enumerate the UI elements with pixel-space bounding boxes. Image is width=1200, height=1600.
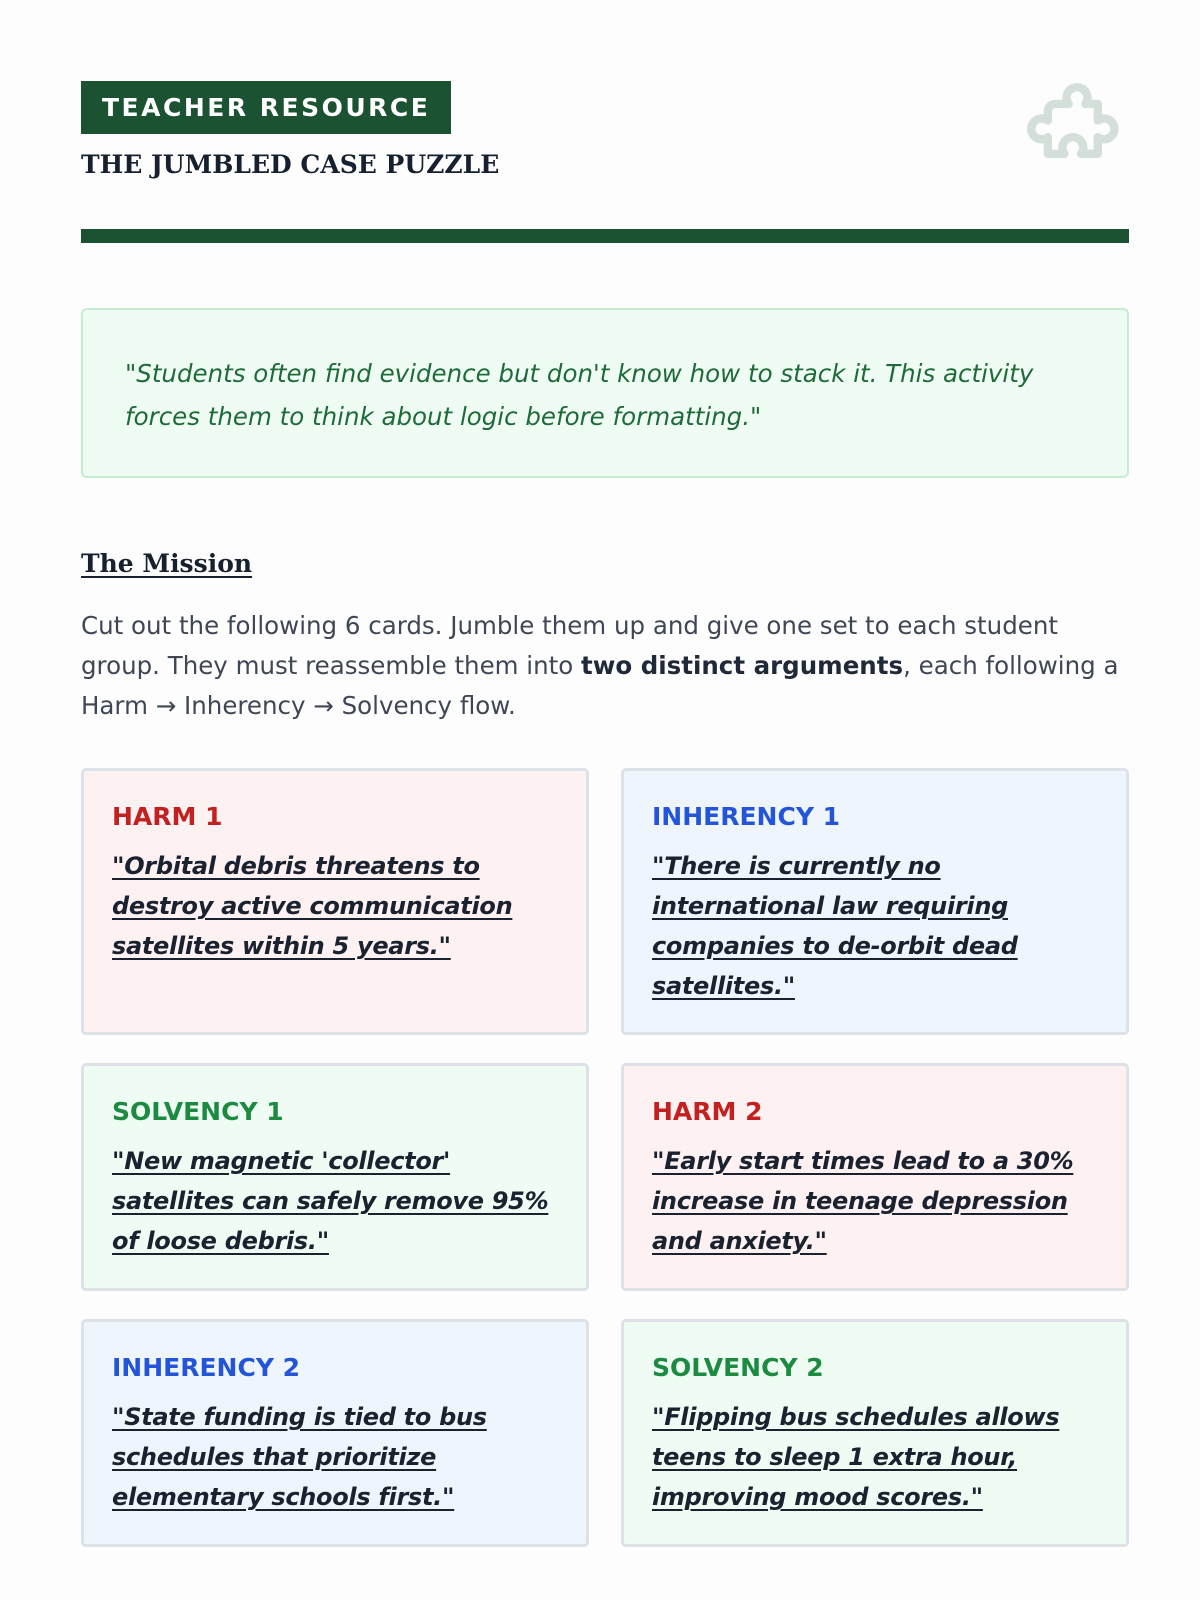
card-label: SOLVENCY 1 — [112, 1097, 284, 1126]
card-harm-1 — [81, 768, 589, 1035]
card-inherency-2 — [81, 1319, 589, 1547]
card-quote: "Early start times lead to a 30% increase in teenage depression and anxiety." — [652, 1147, 1074, 1255]
card-quote: "State funding is tied to bus schedules that prioritize elementary schools first." — [112, 1403, 487, 1511]
card-label: INHERENCY 1 — [652, 802, 841, 831]
mission-text-before: Cut out the following 6 cards. Jumble them up and give one set to each student group. They must reassemble them into — [81, 611, 1058, 680]
resource-badge: TEACHER RESOURCE — [81, 81, 451, 134]
teacher-quote-text: "Students often find evidence but don't know how to stack it. This activity forces them to think about logic before formatting." — [125, 359, 1034, 431]
mission-instructions — [81, 606, 1129, 726]
teacher-quote-box — [81, 308, 1129, 478]
card-solvency-1 — [81, 1063, 589, 1291]
card-grid — [81, 768, 1129, 1547]
card-quote: "New magnetic 'collector' satellites can safely remove 95% of loose debris." — [112, 1147, 549, 1255]
card-quote: "Orbital debris threatens to destroy active communication satellites within 5 years." — [112, 852, 513, 960]
header-divider — [81, 229, 1129, 243]
card-harm-2 — [621, 1063, 1129, 1291]
card-quote: "Flipping bus schedules allows teens to sleep 1 extra hour, improving mood scores." — [652, 1403, 1060, 1511]
page-title: THE JUMBLED CASE PUZZLE — [81, 150, 500, 179]
mission-heading: The Mission — [81, 549, 253, 578]
mission-text-bold: two distinct arguments — [581, 651, 904, 680]
card-label: HARM 1 — [112, 802, 223, 831]
mission-text-after: , each following a Harm → Inherency → Solvency flow. — [81, 651, 1119, 720]
teacher-resource-page — [81, 81, 1129, 1547]
card-label: INHERENCY 2 — [112, 1353, 301, 1382]
puzzle-piece-icon — [1025, 81, 1129, 185]
card-inherency-1 — [621, 768, 1129, 1035]
card-quote: "There is currently no international law requiring companies to de-orbit dead satellites." — [652, 852, 1018, 1000]
page-header — [81, 81, 1129, 241]
card-label: SOLVENCY 2 — [652, 1353, 824, 1382]
card-solvency-2 — [621, 1319, 1129, 1547]
card-label: HARM 2 — [652, 1097, 763, 1126]
